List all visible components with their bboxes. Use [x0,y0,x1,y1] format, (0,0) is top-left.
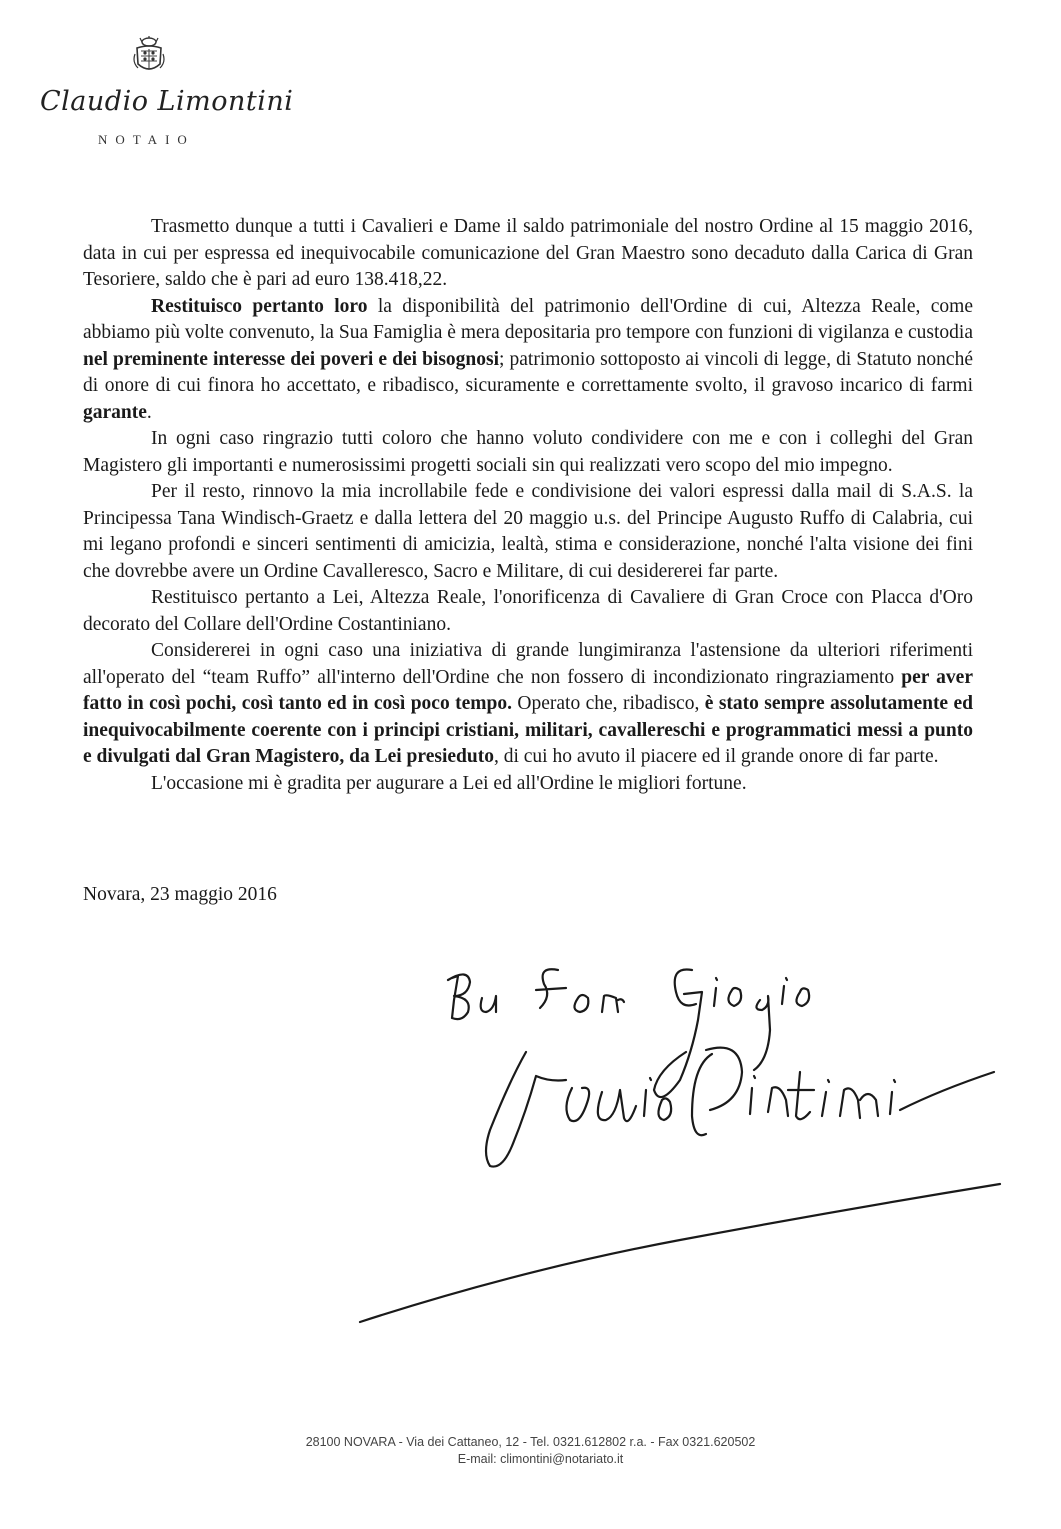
letter-body [83,214,973,797]
paragraph-6 [83,638,973,771]
paragraph-2-bold-2: nel preminente interesse dei poveri e dei bisognosi [83,348,500,370]
handwritten-signature [340,940,1040,1340]
paragraph-2 [83,294,973,427]
paragraph-1: Trasmetto dunque a tutti i Cavalieri e Dame il saldo patrimoniale del nostro Ordine al 15 maggio 2016, data in cui per espressa ed inequivocabile comunicazione del Gran Maestro sono decaduto dalla Carica di Gran Tesoriere, saldo che è pari ad euro 138.418,22. [83,216,973,290]
paragraph-3: In ogni caso ringrazio tutti coloro che hanno voluto condividere con me e con i colleghi del Gran Magistero gli importanti e numerosissimi progetti sociali sin qui realizzati vero scopo del mio impegno. [83,428,973,476]
dateline: Novara, 23 maggio 2016 [83,884,277,905]
footer-address: 28100 NOVARA - Via dei Cattaneo, 12 - Tel. 0321.612802 r.a. - Fax 0321.620502 [305,1435,756,1449]
notary-role: NOTAIO [98,132,195,147]
paragraph-2-bold-3: garante [83,401,147,423]
paragraph-6-text-3: , di cui ho avuto il piacere ed il grande onore di far parte. [493,746,939,767]
paragraph-6-bold-1: per aver fatto in così pochi, così tanto ed in così poco tempo. [83,666,973,714]
notary-name: Claudio Limontini [40,86,294,117]
footer [0,1434,1061,1468]
paragraph-6-text-1: Considererei in ogni caso una iniziativa di grande lungimiranza l'astensione da ulteriori riferimenti all'operato del “team Ruffo” all'interno dell'Ordine che non fossero di incondizionato ringraziamento [83,640,973,688]
notary-seal-icon [132,36,166,76]
paragraph-6-bold-2: è stato sempre assolutamente ed inequivocabilmente coerente con i principi cristiani, militari, cavallereschi e programmatici messi a punto e divulgati dal Gran Magistero, da Lei presieduto [83,693,974,767]
paragraph-4: Per il resto, rinnovo la mia incrollabile fede e condivisione dei valori espressi dalla mail di S.A.S. la Principessa Tana Windisch-Graetz e dalla lettera del 20 maggio u.s. del Principe Augusto Ruffo di Calabria, cui mi legano profondi e sinceri sentimenti di amicizia, lealtà, stima e considerazione, nonché l'alta visione dei fini che dovrebbe avere un Ordine Cavalleresco, Sacro e Militare, di cui desidererei far parte. [83,481,973,582]
paragraph-6-text-2: Operato che, ribadisco, [511,693,705,714]
paragraph-7: L'occasione mi è gradita per augurare a Lei ed all'Ordine le migliori fortune. [151,772,747,794]
paragraph-2-text-3: . [146,401,152,423]
paragraph-2-text-1: la disponibilità del patrimonio dell'Ordine di cui, Altezza Reale, come abbiamo più volte convenuto, la Sua Famiglia è mera depositaria pro tempore con funzioni di vigilanza e custodia [83,295,973,343]
footer-email: E-mail: climontini@notariato.it [457,1452,624,1466]
paragraph-2-text-2: ; patrimonio sottoposto ai vincoli di legge, di Statuto nonché di onore di cui finora ho accettato, e ribadisco, sicuramente e correttamente svolto, il gravoso incarico di farmi [83,348,973,396]
paragraph-2-bold-1: Restituisco pertanto loro [151,295,368,317]
paragraph-5: Restituisco pertanto a Lei, Altezza Reale, l'onorificenza di Cavaliere di Gran Croce con Placca d'Oro decorato del Collare dell'Ordine Costantiniano. [83,587,973,635]
